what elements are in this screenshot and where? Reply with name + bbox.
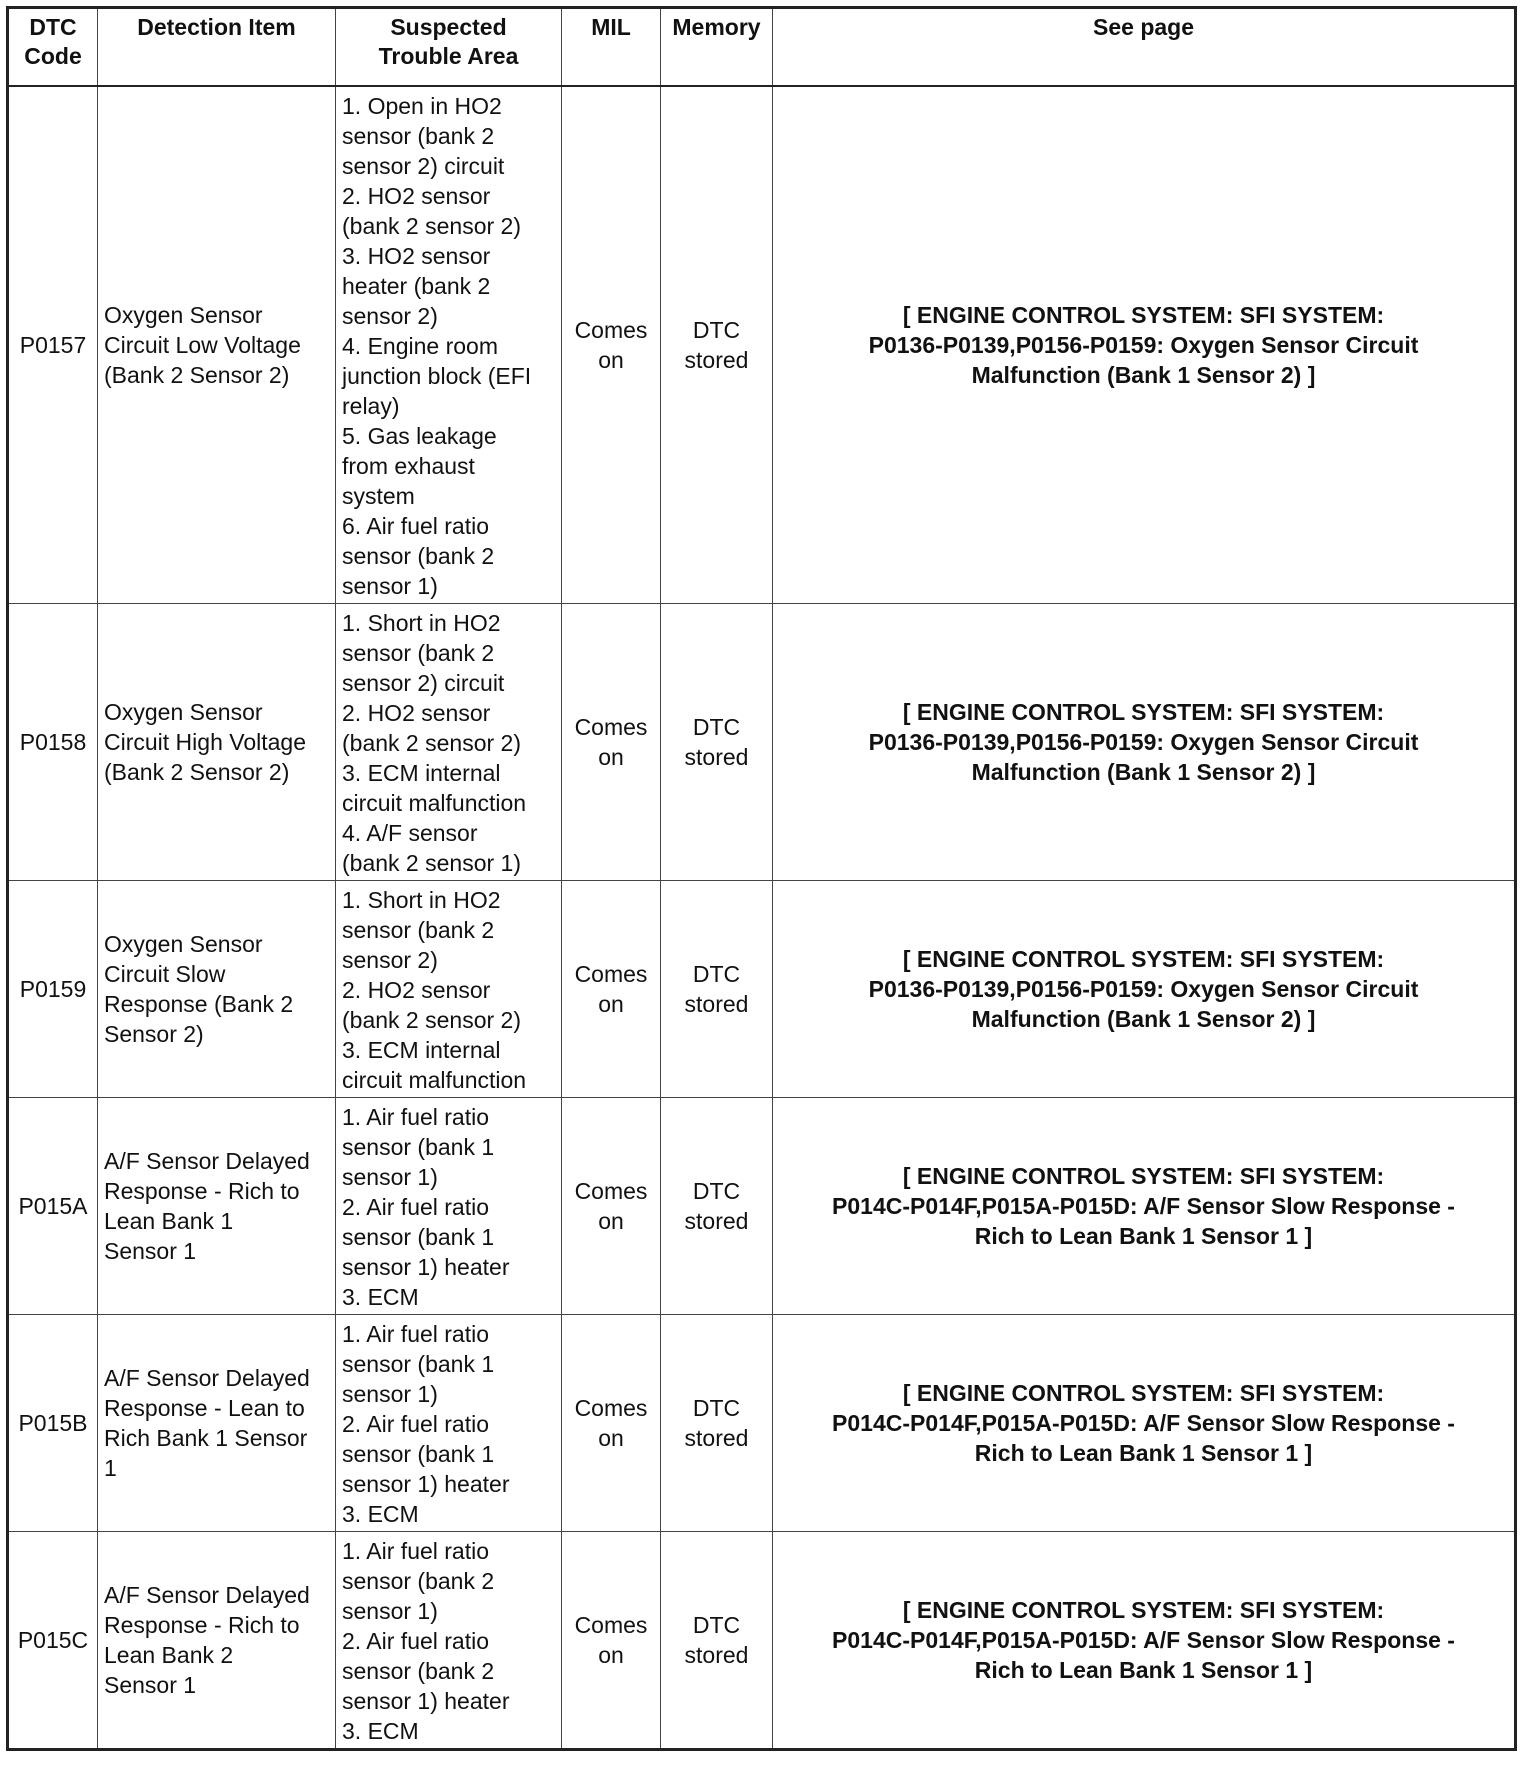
- header-dtc-code: DTC Code: [8, 8, 98, 87]
- table-row: [8, 1098, 1516, 1315]
- dtc-code-cell: P0157: [8, 86, 98, 604]
- suspected-area-cell: 1. Air fuel ratio sensor (bank 1 sensor 1) 2. Air fuel ratio sensor (bank 1 sensor 1) heater 3. ECM: [336, 1098, 562, 1315]
- mil-cell: Comes on: [562, 881, 661, 1098]
- table-body: [8, 86, 1516, 1750]
- memory-cell: DTC stored: [661, 86, 773, 604]
- table-row: [8, 604, 1516, 881]
- memory-cell: DTC stored: [661, 604, 773, 881]
- mil-cell: Comes on: [562, 1098, 661, 1315]
- header-mil: MIL: [562, 8, 661, 87]
- suspected-area-cell: 1. Short in HO2 sensor (bank 2 sensor 2) circuit 2. HO2 sensor (bank 2 sensor 2) 3. ECM internal circuit malfunction 4. A/F sensor (bank 2 sensor 1): [336, 604, 562, 881]
- memory-cell: DTC stored: [661, 1532, 773, 1750]
- see-page-link[interactable]: [ ENGINE CONTROL SYSTEM: SFI SYSTEM: P014C-P014F,P015A-P015D: A/F Sensor Slow Response - Rich to Lean Bank 1 Sensor 1 ]: [773, 1315, 1516, 1532]
- see-page-link[interactable]: [ ENGINE CONTROL SYSTEM: SFI SYSTEM: P014C-P014F,P015A-P015D: A/F Sensor Slow Response - Rich to Lean Bank 1 Sensor 1 ]: [773, 1532, 1516, 1750]
- table-row: [8, 1532, 1516, 1750]
- header-memory: Memory: [661, 8, 773, 87]
- dtc-table: [6, 6, 1517, 1751]
- detection-item-cell: A/F Sensor Delayed Response - Rich to Lean Bank 1 Sensor 1: [98, 1098, 336, 1315]
- dtc-code-cell: P0158: [8, 604, 98, 881]
- detection-item-cell: Oxygen Sensor Circuit Low Voltage (Bank 2 Sensor 2): [98, 86, 336, 604]
- see-page-link[interactable]: [ ENGINE CONTROL SYSTEM: SFI SYSTEM: P0136-P0139,P0156-P0159: Oxygen Sensor Circuit Malfunction (Bank 1 Sensor 2) ]: [773, 881, 1516, 1098]
- dtc-code-cell: P015C: [8, 1532, 98, 1750]
- see-page-link[interactable]: [ ENGINE CONTROL SYSTEM: SFI SYSTEM: P0136-P0139,P0156-P0159: Oxygen Sensor Circuit Malfunction (Bank 1 Sensor 2) ]: [773, 604, 1516, 881]
- table-header: [8, 8, 1516, 87]
- mil-cell: Comes on: [562, 1532, 661, 1750]
- suspected-area-cell: 1. Air fuel ratio sensor (bank 1 sensor 1) 2. Air fuel ratio sensor (bank 1 sensor 1) heater 3. ECM: [336, 1315, 562, 1532]
- mil-cell: Comes on: [562, 1315, 661, 1532]
- memory-cell: DTC stored: [661, 1098, 773, 1315]
- header-see-page: See page: [773, 8, 1516, 87]
- table-row: [8, 1315, 1516, 1532]
- see-page-link[interactable]: [ ENGINE CONTROL SYSTEM: SFI SYSTEM: P014C-P014F,P015A-P015D: A/F Sensor Slow Response - Rich to Lean Bank 1 Sensor 1 ]: [773, 1098, 1516, 1315]
- table-row: [8, 86, 1516, 604]
- suspected-area-cell: 1. Air fuel ratio sensor (bank 2 sensor 1) 2. Air fuel ratio sensor (bank 2 sensor 1) heater 3. ECM: [336, 1532, 562, 1750]
- see-page-link[interactable]: [ ENGINE CONTROL SYSTEM: SFI SYSTEM: P0136-P0139,P0156-P0159: Oxygen Sensor Circuit Malfunction (Bank 1 Sensor 2) ]: [773, 86, 1516, 604]
- mil-cell: Comes on: [562, 604, 661, 881]
- table-row: [8, 881, 1516, 1098]
- suspected-area-cell: 1. Open in HO2 sensor (bank 2 sensor 2) circuit 2. HO2 sensor (bank 2 sensor 2) 3. HO2 sensor heater (bank 2 sensor 2) 4. Engine room junction block (EFI relay) 5. Gas leakage from exhaust system 6. Air fuel ratio sensor (bank 2 sensor 1): [336, 86, 562, 604]
- detection-item-cell: Oxygen Sensor Circuit High Voltage (Bank 2 Sensor 2): [98, 604, 336, 881]
- suspected-area-cell: 1. Short in HO2 sensor (bank 2 sensor 2) 2. HO2 sensor (bank 2 sensor 2) 3. ECM internal circuit malfunction: [336, 881, 562, 1098]
- detection-item-cell: A/F Sensor Delayed Response - Rich to Lean Bank 2 Sensor 1: [98, 1532, 336, 1750]
- dtc-code-cell: P0159: [8, 881, 98, 1098]
- detection-item-cell: Oxygen Sensor Circuit Slow Response (Bank 2 Sensor 2): [98, 881, 336, 1098]
- header-row: [8, 8, 1516, 87]
- detection-item-cell: A/F Sensor Delayed Response - Lean to Rich Bank 1 Sensor 1: [98, 1315, 336, 1532]
- dtc-code-cell: P015A: [8, 1098, 98, 1315]
- memory-cell: DTC stored: [661, 1315, 773, 1532]
- header-suspected-trouble-area: Suspected Trouble Area: [336, 8, 562, 87]
- memory-cell: DTC stored: [661, 881, 773, 1098]
- dtc-code-cell: P015B: [8, 1315, 98, 1532]
- mil-cell: Comes on: [562, 86, 661, 604]
- header-detection-item: Detection Item: [98, 8, 336, 87]
